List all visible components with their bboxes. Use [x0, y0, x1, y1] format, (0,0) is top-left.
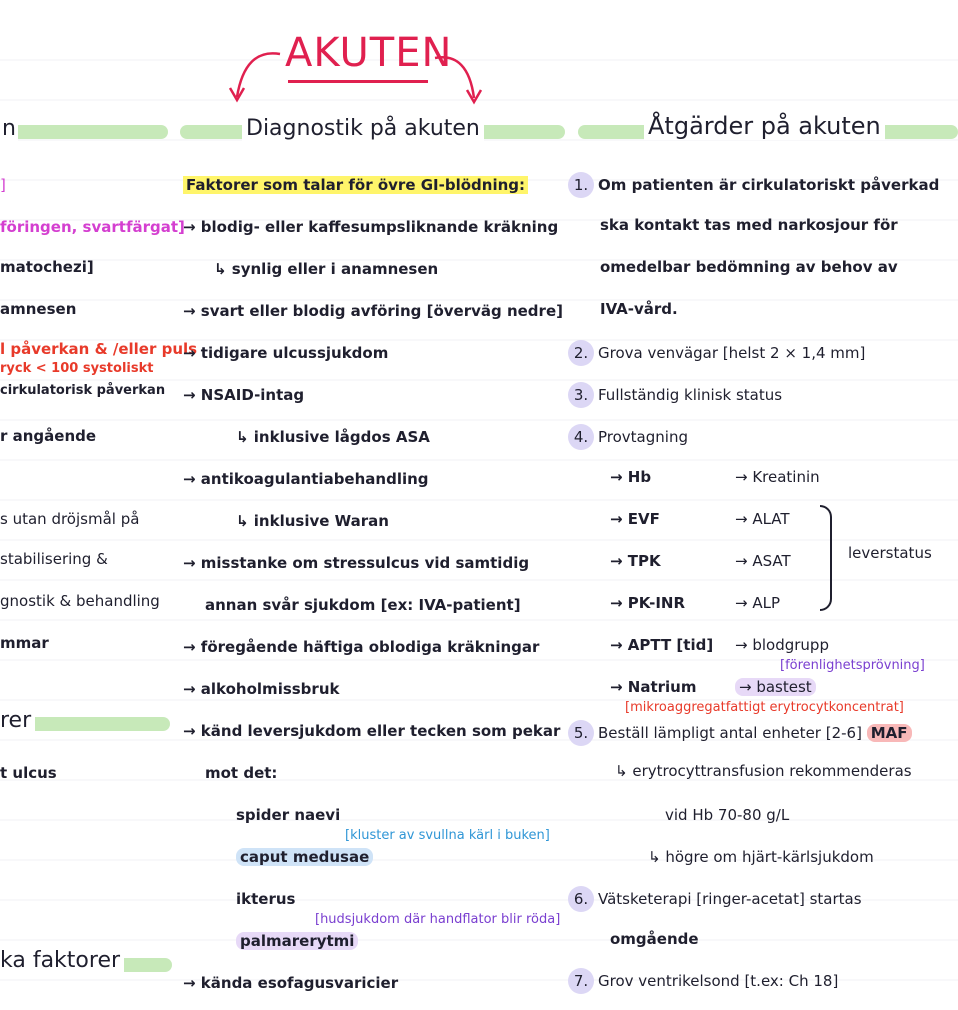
step-5-subline — [648, 848, 874, 866]
test-item: → EVF — [610, 510, 660, 528]
factor-item: → antikoagulantiabehandling — [183, 470, 429, 488]
step-number: 4. — [568, 424, 594, 450]
transfusion-text: erytrocyttransfusion rekommenderas — [632, 762, 912, 780]
step-text: Vätsketerapi [ringer-acetat] startas — [598, 890, 862, 908]
test-item: → Kreatinin — [735, 468, 820, 486]
step-text: Beställ lämpligt antal enheter [2-6] — [598, 724, 862, 742]
step-6-line: omgående — [610, 930, 699, 948]
right-column-header: Åtgärder på akuten — [644, 112, 885, 140]
sign-item: spider naevi — [236, 806, 341, 824]
step-text: Provtagning — [598, 428, 688, 446]
test-item: → APTT [tid] — [610, 636, 714, 654]
step-number: 5. — [568, 720, 594, 746]
step-text: Fullständig klinisk status — [598, 386, 783, 404]
maf-label: MAF — [867, 724, 912, 742]
step-5 — [568, 720, 912, 746]
left-section2-header: rer — [0, 708, 35, 733]
step-4 — [568, 424, 688, 450]
factor-item: → föregående häftiga oblodiga kräkningar — [183, 638, 540, 656]
step-number: 7. — [568, 968, 594, 994]
right-arrow-icon — [430, 46, 490, 110]
sub-arrow-icon: ↳ — [615, 762, 633, 780]
left-line: l påverkan & /eller puls — [0, 340, 198, 358]
left-line: gnostik & behandling — [0, 592, 160, 610]
test-item: → ALP — [735, 594, 780, 612]
step-text: Grov ventrikelsond [t.ex: Ch 18] — [598, 972, 839, 990]
step-3 — [568, 382, 782, 408]
left-line: ] — [0, 176, 6, 194]
factor-subitem: ↳ inklusive Waran — [236, 512, 389, 530]
factor-subitem: ↳ inklusive lågdos ASA — [236, 428, 430, 446]
factor-item-continued: mot det: — [205, 764, 278, 782]
maf-note: [mikroaggregatfattigt erytrocytkoncentrat] — [625, 700, 904, 715]
step-text: Grova venvägar [helst 2 × 1,4 mm] — [598, 344, 866, 362]
test-item: → blodgrupp — [735, 636, 829, 654]
test-item: → Natrium — [610, 678, 697, 696]
test-item: → TPK — [610, 552, 661, 570]
test-item — [735, 678, 816, 696]
upper-gi-factors-heading — [183, 176, 528, 194]
left-line: r angående — [0, 427, 97, 445]
middle-column-header: Diagnostik på akuten — [242, 116, 484, 141]
factor-item: → tidigare ulcussjukdom — [183, 344, 389, 362]
left-line: cirkulatorisk påverkan — [0, 383, 166, 398]
bastest-label: → bastest — [735, 678, 816, 696]
factor-subitem: ↳ synlig eller i anamnesen — [214, 260, 439, 278]
factor-item: → alkoholmissbruk — [183, 680, 340, 698]
test-item: → ASAT — [735, 552, 791, 570]
left-line: t ulcus — [0, 764, 57, 782]
left-line: matochezi] — [0, 258, 94, 276]
left-line: mmar — [0, 634, 49, 652]
left-line: amnesen — [0, 300, 77, 318]
sign-item — [236, 848, 373, 866]
factor-item-continued: annan svår sjukdom [ex: IVA-patient] — [205, 596, 521, 614]
sign-item: ikterus — [236, 890, 296, 908]
left-arrow-icon — [225, 42, 285, 108]
sign-item — [236, 932, 358, 950]
test-item: → Hb — [610, 468, 652, 486]
left-header-bar — [0, 125, 168, 139]
test-item: → ALAT — [735, 510, 790, 528]
caput-medusae-note: [kluster av svullna kärl i buken] — [345, 828, 550, 843]
title-underline — [288, 80, 428, 83]
factor-item: → kända esofagusvaricier — [183, 974, 399, 992]
factor-item: → blodig- eller kaffesumpsliknande kräkning — [183, 218, 559, 236]
leverstatus-label: leverstatus — [848, 544, 932, 562]
left-column-header: n — [2, 116, 16, 141]
step-1-line: ska kontakt tas med narkosjour för — [600, 216, 898, 234]
step-text: Om patienten är cirkulatoriskt påverkad — [598, 176, 940, 194]
leverstatus-brace — [820, 505, 832, 611]
step-number: 3. — [568, 382, 594, 408]
blodgrupp-note: [förenlighetsprövning] — [780, 658, 925, 673]
left-line: ryck < 100 systoliskt — [0, 361, 154, 376]
step-1-line: IVA-vård. — [600, 300, 678, 318]
step-5-subline — [615, 762, 912, 780]
palmarerytmi-note: [hudsjukdom där handflator blir röda] — [315, 912, 561, 927]
step-6 — [568, 886, 862, 912]
test-item: → PK-INR — [610, 594, 686, 612]
step-1-line: omedelbar bedömning av behov av — [600, 258, 898, 276]
sub-arrow-icon: ↳ — [648, 848, 666, 866]
factor-item: → svart eller blodig avföring [överväg nedre] — [183, 302, 563, 320]
palmarerytmi-label: palmarerytmi — [236, 932, 358, 950]
step-number: 6. — [568, 886, 594, 912]
step-number: 2. — [568, 340, 594, 366]
step-number: 1. — [568, 172, 594, 198]
factor-item: → NSAID-intag — [183, 386, 305, 404]
step-2 — [568, 340, 865, 366]
step-1 — [568, 172, 939, 198]
left-line: föringen, svartfärgat] — [0, 218, 185, 236]
step-5-subline: vid Hb 70-80 g/L — [665, 806, 790, 824]
factor-item: → känd leversjukdom eller tecken som pekar — [183, 722, 561, 740]
left-section3-header: ka faktorer — [0, 948, 124, 973]
caput-medusae-label: caput medusae — [236, 848, 373, 866]
page-title: AKUTEN — [285, 30, 453, 76]
left-line: s utan dröjsmål på — [0, 510, 140, 528]
highlighted-heading: Faktorer som talar för övre GI-blödning: — [183, 176, 528, 194]
heart-disease-text: högre om hjärt-kärlsjukdom — [665, 848, 874, 866]
factor-item: → misstanke om stressulcus vid samtidig — [183, 554, 530, 572]
step-7 — [568, 968, 838, 994]
left-line: stabilisering & — [0, 550, 108, 568]
